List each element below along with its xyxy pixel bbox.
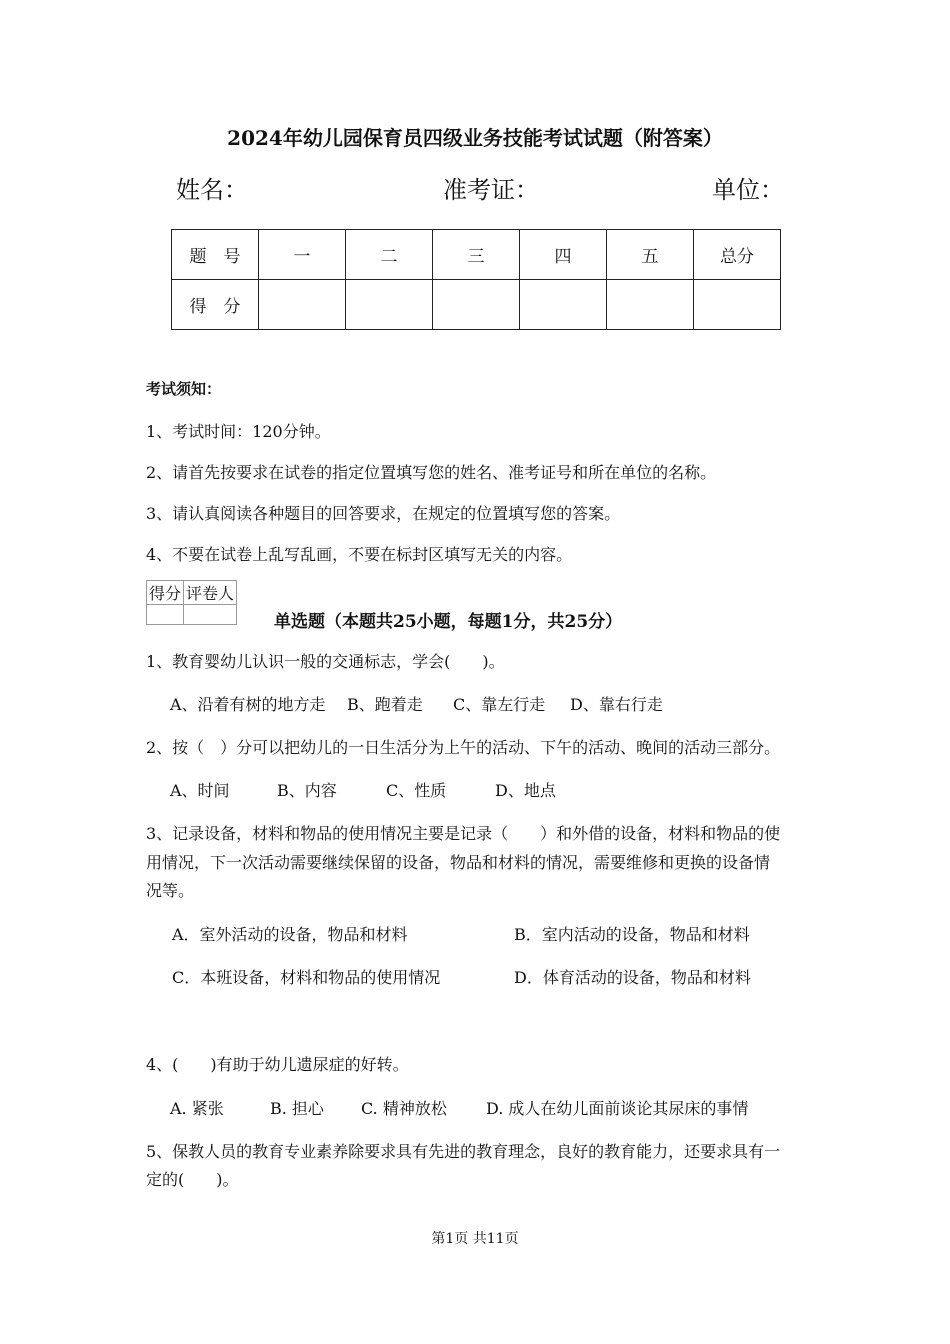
score-header-cell: 一 — [259, 230, 346, 280]
score-cell[interactable] — [607, 280, 694, 330]
score-header-cell: 三 — [433, 230, 520, 280]
score-header-cell: 五 — [607, 230, 694, 280]
question-stem-line: 5、保教人员的教育专业素养除要求具有先进的教育理念，良好的教育能力，还要求具有一 — [146, 1142, 781, 1161]
notice-heading: 考试须知： — [146, 380, 222, 398]
option[interactable]: A、时间 — [170, 781, 230, 800]
page-footer: 第1页 共11页 — [431, 1231, 519, 1247]
option[interactable]: D、靠右行走 — [570, 695, 663, 714]
question-stem: 1、教育婴幼儿认识一般的交通标志，学会( )。 — [146, 652, 505, 671]
option[interactable]: B．室内活动的设备，物品和材料 — [514, 925, 750, 944]
notice-item: 1、考试时间：120分钟。 — [146, 422, 331, 441]
option[interactable]: A、沿着有树的地方走 — [170, 695, 326, 714]
question-stem-line: 3、记录设备，材料和物品的使用情况主要是记录（ ）和外借的设备，材料和物品的使 — [146, 824, 781, 843]
page-title: 2024年幼儿园保育员四级业务技能考试试题（附答案） — [227, 126, 723, 150]
unit-label: 单位： — [712, 176, 784, 204]
score-header-cell: 二 — [346, 230, 433, 280]
question-stem-line: 况等。 — [146, 881, 195, 900]
option[interactable]: D. 成人在幼儿面前谈论其尿床的事情 — [486, 1099, 749, 1118]
score-cell[interactable] — [346, 280, 433, 330]
option[interactable]: C. 精神放松 — [361, 1099, 447, 1118]
option[interactable]: C、靠左行走 — [453, 695, 546, 714]
score-cell[interactable] — [259, 280, 346, 330]
score-header-cell: 总分 — [694, 230, 781, 280]
score-table-score-row — [172, 280, 781, 330]
option[interactable]: C．本班设备，材料和物品的使用情况 — [172, 968, 441, 987]
score-table-header-row — [172, 230, 781, 280]
grader-score-cell[interactable] — [147, 605, 184, 625]
notice-item: 4、不要在试卷上乱写乱画，不要在标封区填写无关的内容。 — [146, 545, 573, 564]
option[interactable]: B、跑着走 — [347, 695, 423, 714]
grader-reviewer-cell[interactable] — [184, 605, 237, 625]
score-cell[interactable] — [433, 280, 520, 330]
option[interactable]: B、内容 — [277, 781, 337, 800]
option[interactable]: B. 担心 — [270, 1099, 324, 1118]
score-table — [171, 229, 781, 330]
option[interactable]: D．体育活动的设备，物品和材料 — [514, 968, 751, 987]
score-cell[interactable] — [694, 280, 781, 330]
grader-score-label: 得分 — [147, 581, 184, 605]
score-cell[interactable] — [520, 280, 607, 330]
section-title: 单选题（本题共25小题，每题1分，共25分） — [274, 612, 623, 632]
grader-reviewer-label: 评卷人 — [184, 581, 237, 605]
grader-box — [146, 580, 237, 625]
question-stem: 4、( )有助于幼儿遗尿症的好转。 — [146, 1055, 409, 1074]
exam-number-label: 准考证： — [443, 176, 539, 204]
notice-item: 2、请首先按要求在试卷的指定位置填写您的姓名、准考证号和所在单位的名称。 — [146, 463, 717, 482]
option[interactable]: D、地点 — [495, 781, 556, 800]
score-row-label: 得 分 — [172, 280, 259, 330]
score-header-cell: 四 — [520, 230, 607, 280]
name-label: 姓名： — [176, 176, 248, 204]
option[interactable]: A．室外活动的设备，物品和材料 — [172, 925, 408, 944]
option[interactable]: C、性质 — [386, 781, 447, 800]
question-stem-line: 用情况，下一次活动需要继续保留的设备，物品和材料的情况，需要维修和更换的设备情 — [146, 853, 771, 872]
option[interactable]: A. 紧张 — [170, 1099, 224, 1118]
notice-item: 3、请认真阅读各种题目的回答要求，在规定的位置填写您的答案。 — [146, 504, 621, 523]
score-header-cell: 题 号 — [172, 230, 259, 280]
question-stem: 2、按（ ）分可以把幼儿的一日生活分为上午的活动、下午的活动、晚间的活动三部分。 — [146, 738, 781, 757]
question-stem-line: 定的( )。 — [146, 1170, 239, 1189]
